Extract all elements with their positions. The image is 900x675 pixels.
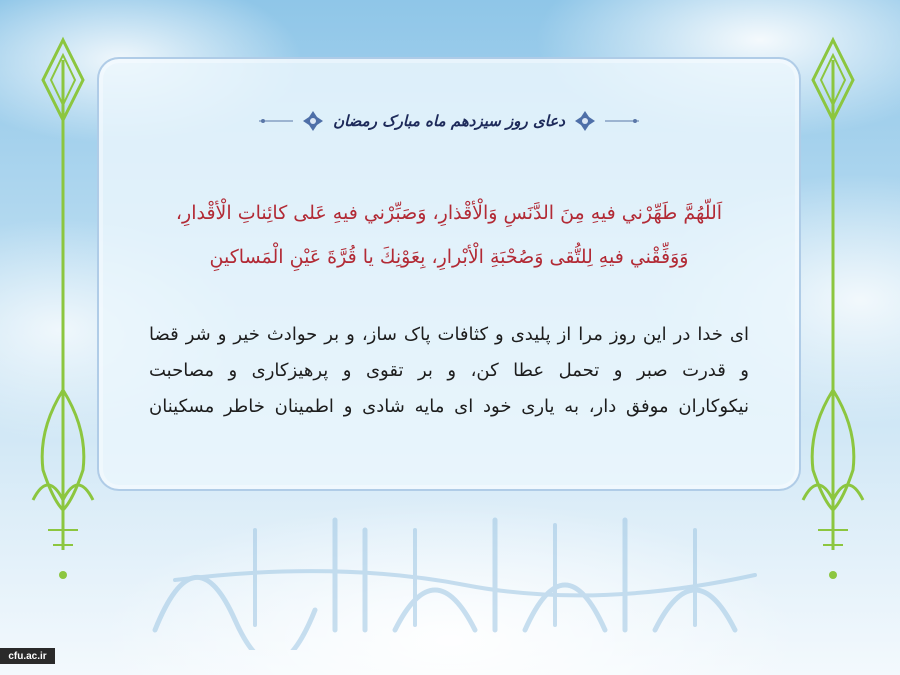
- left-line-ornament-icon: [259, 116, 293, 126]
- persian-line: و قدرت صبر و تحمل عطا کن، و بر تقوی و پرهیزکاری و مصاحبت: [149, 360, 749, 381]
- right-line-ornament-icon: [605, 116, 639, 126]
- background-calligraphy: [135, 490, 775, 650]
- site-logo: cfu.ac.ir: [0, 648, 55, 664]
- page-title: دعای روز سیزدهم ماه مبارک رمضان: [333, 112, 565, 130]
- title-row: [99, 101, 799, 141]
- persian-line: نیکوکاران موفق دار، به یاری خود ای مایه شادی و اطمینان خاطر مسکینان: [149, 396, 749, 417]
- left-ornament-pillar: [28, 30, 98, 590]
- persian-translation-text: [149, 317, 749, 425]
- arabic-prayer-text: [129, 191, 769, 279]
- right-ornament-pillar: [798, 30, 868, 590]
- left-rosette-icon: [303, 111, 323, 131]
- persian-line: ای خدا در این روز مرا از پلیدی و کثافات پاک ساز، و بر حوادث خیر و شر قضا: [149, 324, 749, 345]
- arabic-line: وَوَفِّقْني فيهِ لِلتُّقى وَصُحْبَةِ الْأبْرارِ، بِعَوْنِكَ يا قُرَّةَ عَيْنِ الْمَساكينِ: [209, 246, 689, 268]
- right-rosette-icon: [575, 111, 595, 131]
- arabic-line: اَللّهُمَّ طَهِّرْني فيهِ مِنَ الدَّنَسِ وَالْأقْذارِ، وَصَبِّرْني فيهِ عَلى كائِناتِ الْأقْدارِ،: [175, 202, 723, 224]
- content-panel: [97, 57, 801, 491]
